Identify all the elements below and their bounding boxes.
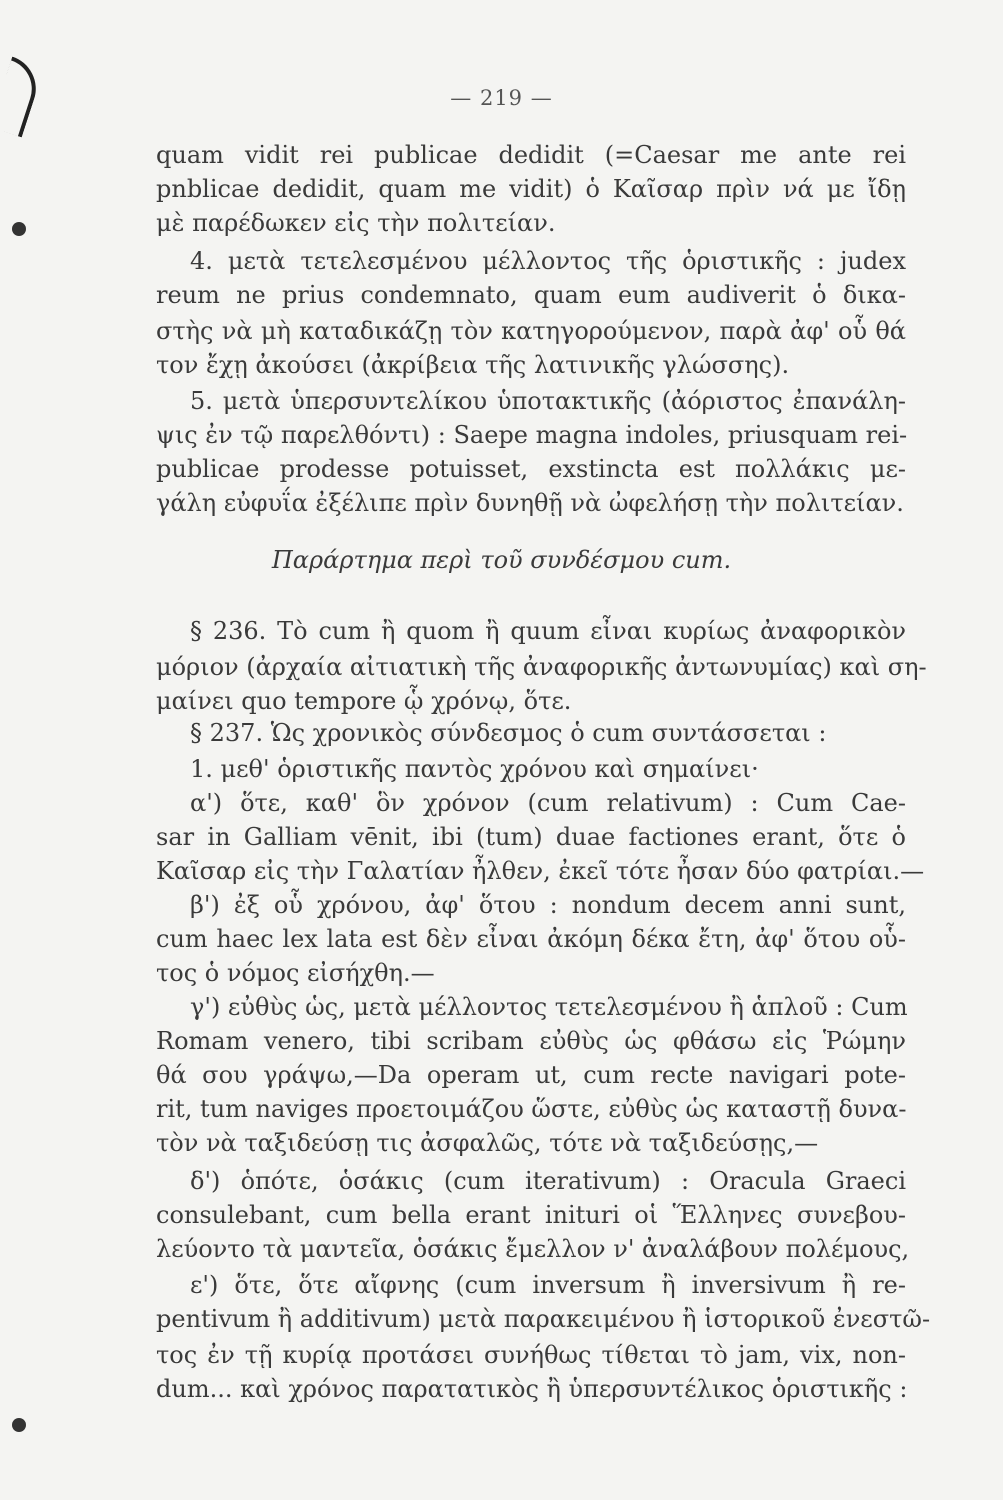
text-line: Romam venero, tibi scribam εὐθὺς ὡς φθάσω εἰς Ῥώμην bbox=[156, 1027, 906, 1055]
binding-hole-bottom bbox=[12, 1418, 26, 1432]
text-line: 5. μετὰ ὑπερσυντελίκου ὑποτακτικῆς (ἀόριστος ἐπανάλη- bbox=[190, 387, 906, 415]
text-line: reum ne prius condemnato, quam eum audiverit ὁ δικα- bbox=[156, 281, 906, 309]
text-line: μαίνει quo tempore ᾧ χρόνῳ, ὅτε. bbox=[156, 687, 572, 715]
text-line: β') ἐξ οὗ χρόνου, ἀφ' ὅτου : nondum decem anni sunt, bbox=[190, 891, 906, 919]
text-line: α') ὅτε, καθ' ὃν χρόνον (cum relativum) : Cum Cae- bbox=[190, 789, 906, 817]
text-line: τὸν νὰ ταξιδεύσῃ τις ἀσφαλῶς, τότε νὰ ταξιδεύσῃς,— bbox=[156, 1129, 819, 1157]
text-line: μόριον (ἀρχαία αἰτιατικὴ τῆς ἀναφορικῆς ἀντωνυμίας) καὶ ση- bbox=[156, 653, 927, 681]
text-line: τον ἔχῃ ἀκούσει (ἀκρίβεια τῆς λατινικῆς γλώσσης). bbox=[156, 351, 790, 379]
text-line: cum haec lex lata est δὲν εἶναι ἀκόμη δέκα ἔτη, ἀφ' ὅτου οὗ- bbox=[156, 925, 906, 953]
text-line: pentivum ἢ additivum) μετὰ παρακειμένου ἢ ἱστορικοῦ ἐνεστῶ- bbox=[156, 1305, 931, 1333]
text-line: λεύοντο τὰ μαντεῖα, ὁσάκις ἔμελλον ν' ἀναλάβουν πολέμους, bbox=[156, 1235, 910, 1263]
text-line: sar in Galliam vēnit, ibi (tum) duae factiones erant, ὅτε ὁ bbox=[156, 823, 906, 851]
text-line: rit, tum naviges προετοιμάζου ὥστε, εὐθὺς ὡς καταστῇ δυνα- bbox=[156, 1095, 907, 1123]
text-line: 1. μεθ' ὁριστικῆς παντὸς χρόνου καὶ σημαίνει· bbox=[190, 755, 759, 783]
text-line: § 237. Ὡς χρονικὸς σύνδεσμος ὁ cum συντάσσεται : bbox=[190, 719, 827, 747]
text-line: γάλη εὐφυΐα ἐξέλιπε πρὶν δυνηθῇ νὰ ὠφελήσῃ τὴν πολιτείαν. bbox=[156, 489, 904, 517]
text-line: ε') ὅτε, ὅτε αἴφνης (cum inversum ἢ inversivum ἢ re- bbox=[190, 1271, 906, 1299]
text-line: Καῖσαρ εἰς τὴν Γαλατίαν ἦλθεν, ἐκεῖ τότε ἦσαν δύο φατρίαι.— bbox=[156, 857, 925, 885]
text-line: θά σου γράψω,—Da operam ut, cum recte navigari pote- bbox=[156, 1061, 906, 1089]
section-heading: Παράρτημα περὶ τοῦ συνδέσμου cum. bbox=[271, 546, 732, 574]
text-line: μὲ παρέδωκεν εἰς τὴν πολιτείαν. bbox=[156, 209, 556, 237]
text-line: 4. μετὰ τετελεσμένου μέλλοντος τῆς ὁριστικῆς : judex bbox=[190, 247, 906, 275]
binding-hole-top bbox=[12, 222, 26, 236]
text-line: τος ὁ νόμος εἰσήχθη.— bbox=[156, 959, 435, 987]
text-line: στὴς νὰ μὴ καταδικάζῃ τὸν κατηγορούμενον, παρὰ ἀφ' οὗ θά bbox=[156, 317, 906, 345]
page-number: — 219 — bbox=[450, 86, 553, 110]
text-line: publicae prodesse potuisset, exstincta est πολλάκις με- bbox=[156, 455, 906, 483]
text-line: pnblicae dedidit, quam me vidit) ὁ Καῖσαρ πρὶν νά με ἴδῃ bbox=[156, 175, 906, 203]
text-line: γ') εὐθὺς ὡς, μετὰ μέλλοντος τετελεσμένου ἢ ἁπλοῦ : Cum bbox=[190, 993, 908, 1021]
text-line: consulebant, cum bella erant inituri οἱ Ἕλληνες συνεβου- bbox=[156, 1201, 906, 1229]
text-line: ψις ἐν τῷ παρελθόντι) : Saepe magna indoles, priusquam rei- bbox=[156, 421, 908, 449]
text-line: δ') ὁπότε, ὁσάκις (cum iterativum) : Oracula Graeci bbox=[190, 1167, 906, 1195]
text-line: quam vidit rei publicae dedidit (=Caesar me ante rei bbox=[156, 141, 906, 169]
text-line: dum... καὶ χρόνος παρατατικὸς ἢ ὑπερσυντέλικος ὁριστικῆς : bbox=[156, 1375, 908, 1403]
text-line: § 236. Τὸ cum ἢ quom ἢ quum εἶναι κυρίως ἀναφορικὸν bbox=[190, 617, 906, 645]
text-line: τος ἐν τῇ κυρίᾳ προτάσει συνήθως τίθεται τὸ jam, vix, non- bbox=[156, 1341, 906, 1369]
